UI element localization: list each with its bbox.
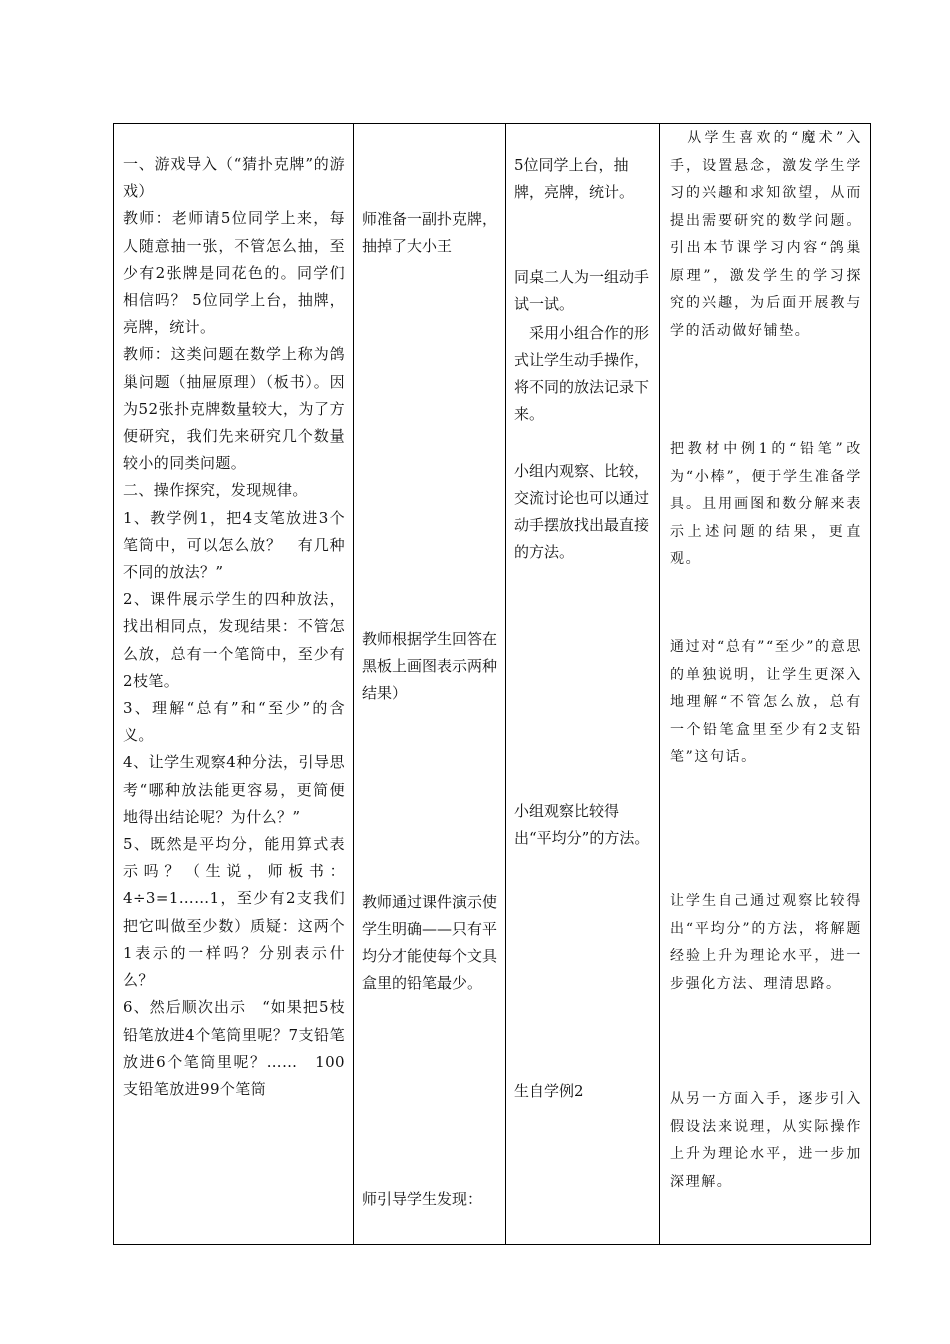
section-game-intro: 一、游戏导入（“猜扑克牌”的游戏） <box>123 155 345 201</box>
teacher-line-1: 教师：老师请5位同学上来，每人随意抽一张，不管怎么抽，至少有2张牌是同花色的。同学们相信吗？ 5位同学上台，抽牌，亮牌，统计。 <box>123 209 345 337</box>
teacher-activity-3: 教师通过课件演示使学生明确——只有平均分才能使每个文具盒里的铅笔最少。 <box>362 893 498 992</box>
design-intent-1: 从学生喜欢的“魔术”入手，设置悬念，激发学生学习的兴趣和求知欲望，从而提出需要研究的数学问题。引出本节课学习内容“鸽巢原理”，激发学生的学习探究的兴趣，为后面开展教与学的活动做好铺垫。 <box>670 130 862 339</box>
student-activity-cell <box>506 124 660 1245</box>
teacher-activity-1: 师准备一副扑克牌，抽掉了大小王 <box>362 210 498 255</box>
step-3: 3、理解“总有”和“至少”的含义。 <box>123 699 345 745</box>
student-activity-5: 小组观察比较得出“平均分”的方法。 <box>514 802 650 847</box>
teacher-activity-4: 师引导学生发现： <box>362 1190 483 1208</box>
design-intent-3: 通过对“总有”“至少”的意思的单独说明，让学生更深入地理解“不管怎么放，总有一个铅笔盒里至少有2支铅笔”这句话。 <box>670 639 862 765</box>
step-2: 2、课件展示学生的四种放法，找出相同点，发现结果：不管怎么放，总有一个笔筒中，至少有2枝笔。 <box>123 590 345 690</box>
step-1: 1、教学例1，把4支笔放进3个笔筒中，可以怎么放？ 有几种不同的放法？” <box>123 508 345 582</box>
step-5: 5、既然是平均分，能用算式表示吗？（生说，师板书：4÷3=1……1，至少有2支我们把它叫做至少数）质疑：这两个1表示的一样吗？分别表示什么？ <box>123 835 345 990</box>
section-explore: 二、操作探究，发现规律。 <box>123 481 308 500</box>
teacher-line-2: 教师：这类问题在数学上称为鸽巢问题（抽屉原理）（板书）。因为52张扑克牌数量较大，为了方便研究，我们先来研究几个数量较小的同类问题。 <box>123 345 345 473</box>
student-activity-4: 小组内观察、比较，交流讨论也可以通过动手摆放找出最直接的方法。 <box>514 462 650 561</box>
student-activity-2: 同桌二人为一组动手试一试。 <box>514 268 650 313</box>
teacher-activity-2: 教师根据学生回答在黑板上画图表示两种结果） <box>362 630 498 702</box>
table-row <box>114 124 871 1245</box>
design-intent-4: 让学生自己通过观察比较得出“平均分”的方法，将解题经验上升为理论水平，进一步强化方法、理清思路。 <box>670 893 862 992</box>
step-6: 6、然后顺次出示 “如果把5枝铅笔放进4个笔筒里呢？7支铅笔放进6个笔筒里呢？…… 100支铅笔放进99个笔筒 <box>123 998 345 1098</box>
lesson-plan-table <box>113 123 871 1245</box>
design-intent-5: 从另一方面入手，逐步引入假设法来说理，从实际操作上升为理论水平，进一步加深理解。 <box>670 1091 862 1190</box>
teacher-activity-cell <box>354 124 506 1245</box>
design-intent-2: 把教材中例1的“铅笔”改为“小棒”，便于学生准备学具。且用画图和数分解来表示上述问题的结果，更直观。 <box>670 441 862 567</box>
student-activity-6: 生自学例2 <box>514 1082 584 1100</box>
design-intent-cell <box>660 124 871 1245</box>
student-activity-1: 5位同学上台，抽牌，亮牌，统计。 <box>514 156 635 201</box>
teaching-process-cell <box>114 124 354 1245</box>
step-4: 4、让学生观察4种分法，引导思考“哪种放法能更容易，更简便地得出结论呢？为什么？” <box>123 753 345 826</box>
student-activity-3: 采用小组合作的形式让学生动手操作，将不同的放法记录下来。 <box>514 324 650 423</box>
